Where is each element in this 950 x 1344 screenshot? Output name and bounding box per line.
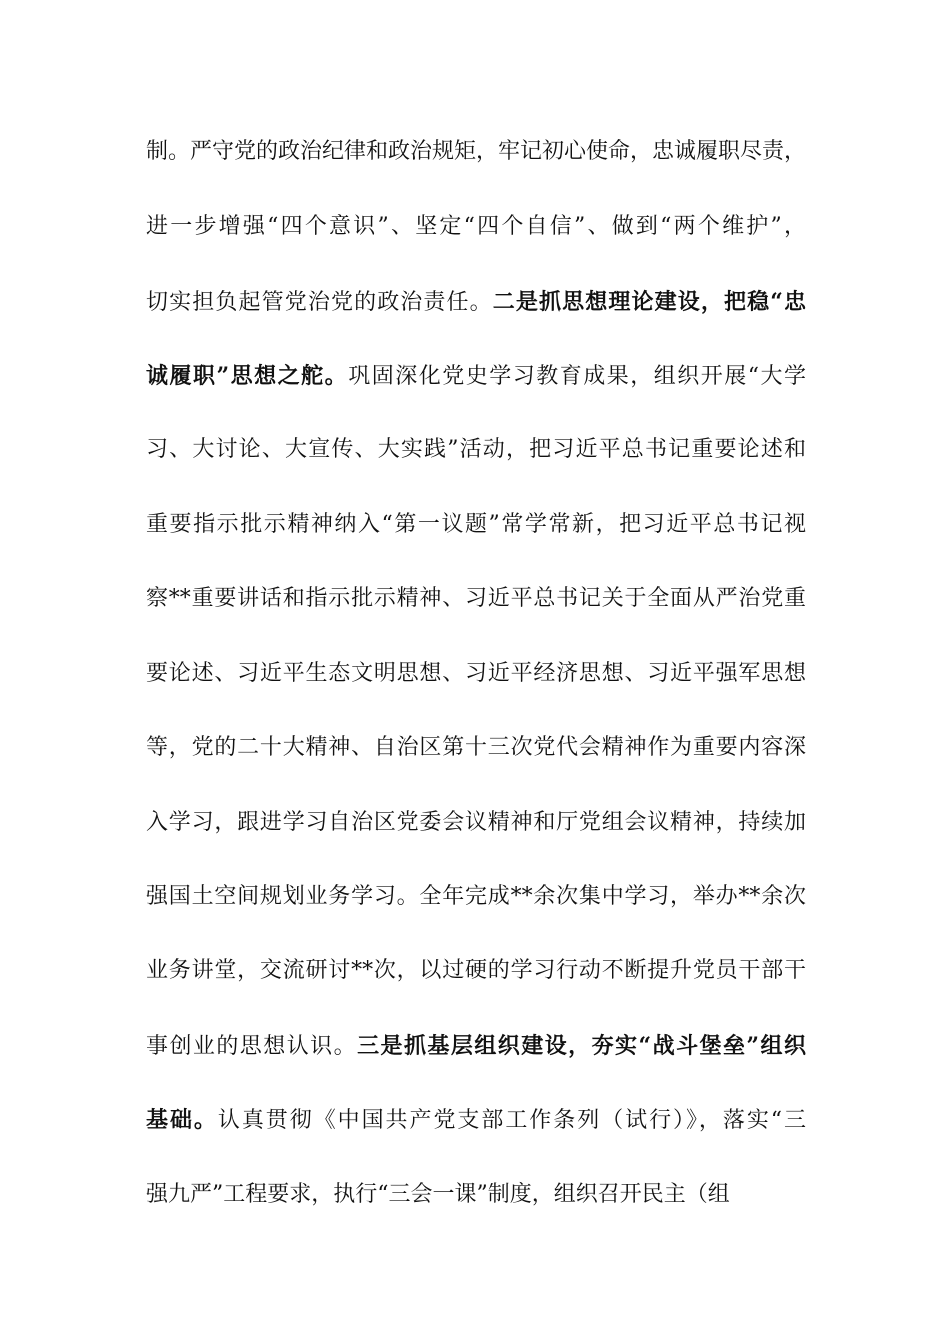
bold-heading-segment: 二是抓思想理论建设，把稳“忠 [492,289,806,315]
text-segment: 事创业的思想认识。 [146,1034,358,1059]
bold-heading-segment: 三是抓基层组织建设，夯实“战斗堡垒”组织 [357,1033,806,1059]
text-line [146,430,806,470]
text-line [146,356,806,396]
text-segment: 习、大讨论、大宣传、大实践”活动，把习近平总书记重要论述和 [146,437,806,462]
text-segment: 进一步增强“四个意识”、坚定“四个自信”、做到“两个维护”， [146,214,806,239]
text-segment: 切实担负起管党治党的政治责任。 [146,290,493,315]
text-segment: 强国土空间规划业务学习。全年完成**余次集中学习，举办**余次 [146,884,806,909]
text-segment: 强九严”工程要求，执行“三会一课”制度，组织召开民主（组 [146,1182,730,1207]
bold-heading-segment: 基础。 [146,1107,218,1133]
text-line [146,951,806,991]
text-segment: 重要指示批示精神纳入“第一议题”常学常新，把习近平总书记视 [146,512,806,537]
text-line [146,728,806,768]
text-segment: 业务讲堂，交流研讨**次，以过硬的学习行动不断提升党员干部干 [146,958,806,983]
text-segment: 入学习，跟进学习自治区党委会议精神和厅党组会议精神，持续加 [146,810,806,835]
text-line [146,1100,806,1140]
text-line [146,282,806,322]
text-line [146,207,806,247]
text-segment: 察**重要讲话和指示批示精神、习近平总书记关于全面从严治党重 [146,586,806,611]
text-segment: 认真贯彻《中国共产党支部工作条列（试行）》，落实“三 [217,1108,806,1133]
text-segment: 巩固深化党史学习教育成果，组织开展“大学 [348,364,806,389]
text-line [146,654,806,694]
text-segment: 等，党的二十大精神、自治区第十三次党代会精神作为重要内容深 [146,735,806,760]
text-line [146,132,806,172]
text-line [146,1175,806,1215]
text-segment: 要论述、习近平生态文明思想、习近平经济思想、习近平强军思想 [146,661,806,686]
text-line [146,505,806,545]
text-line [146,579,806,619]
text-segment: 制。严守党的政治纪律和政治规矩，牢记初心使命，忠诚履职尽责， [146,139,807,164]
text-line [146,803,806,843]
text-line [146,877,806,917]
text-line [146,1026,806,1066]
bold-heading-segment: 诚履职”思想之舵。 [146,363,349,389]
